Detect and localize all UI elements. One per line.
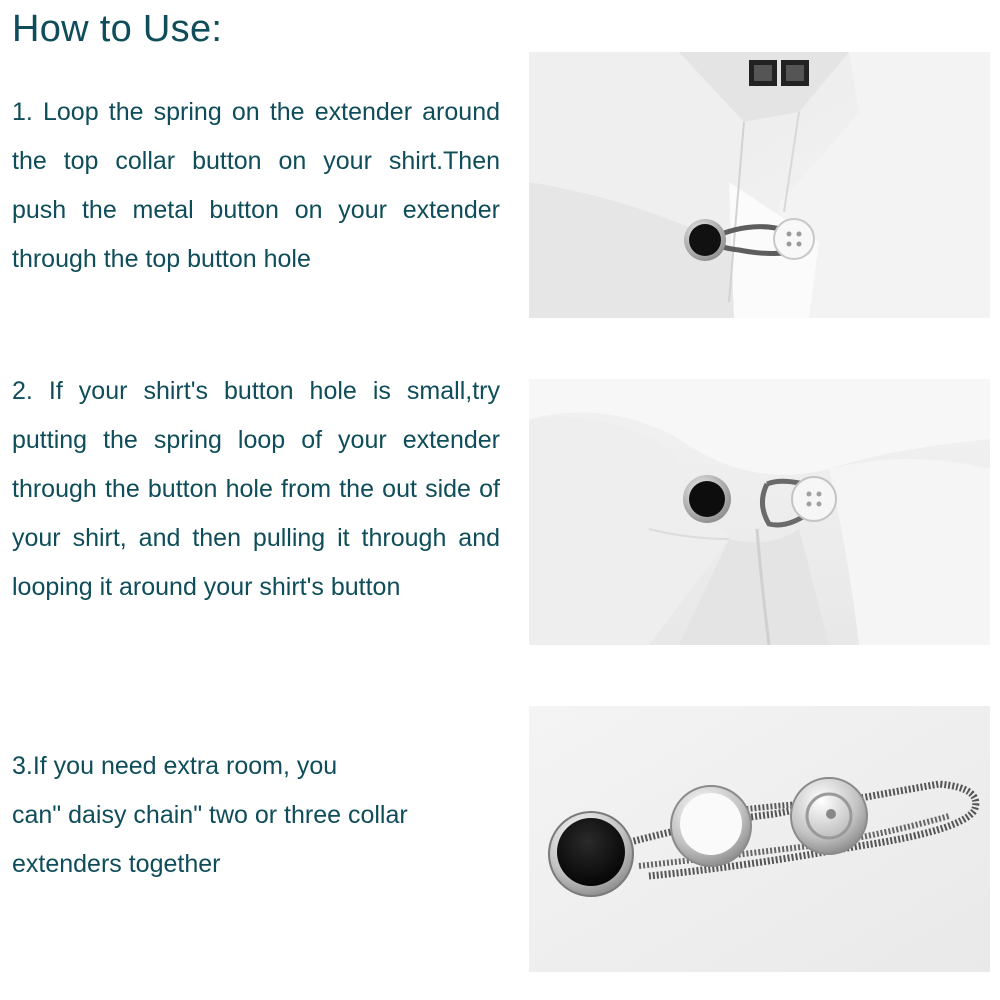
- step-1-text: 1. Loop the spring on the extender around the top collar button on your shirt.Then push the metal button on your extender through the top button hole: [12, 98, 500, 273]
- photo-extender-on-collar: [529, 52, 990, 318]
- step-3-line-3: extenders together: [12, 850, 221, 878]
- step-3-line-2: can" daisy chain" two or three collar: [12, 801, 408, 829]
- photo-spring-through-button-hole: [529, 379, 990, 645]
- step-3-line-1: 3.If you need extra room, you: [12, 752, 338, 780]
- step-2-text: 2. If your shirt's button hole is small,try putting the spring loop of your extender through the button hole from the out side of your shirt, and then pulling it through and looping it around your shirt's button: [12, 377, 500, 601]
- photo-daisy-chain-extenders: [529, 706, 990, 972]
- step-3-text: [12, 742, 512, 889]
- page-title: How to Use:: [12, 8, 223, 50]
